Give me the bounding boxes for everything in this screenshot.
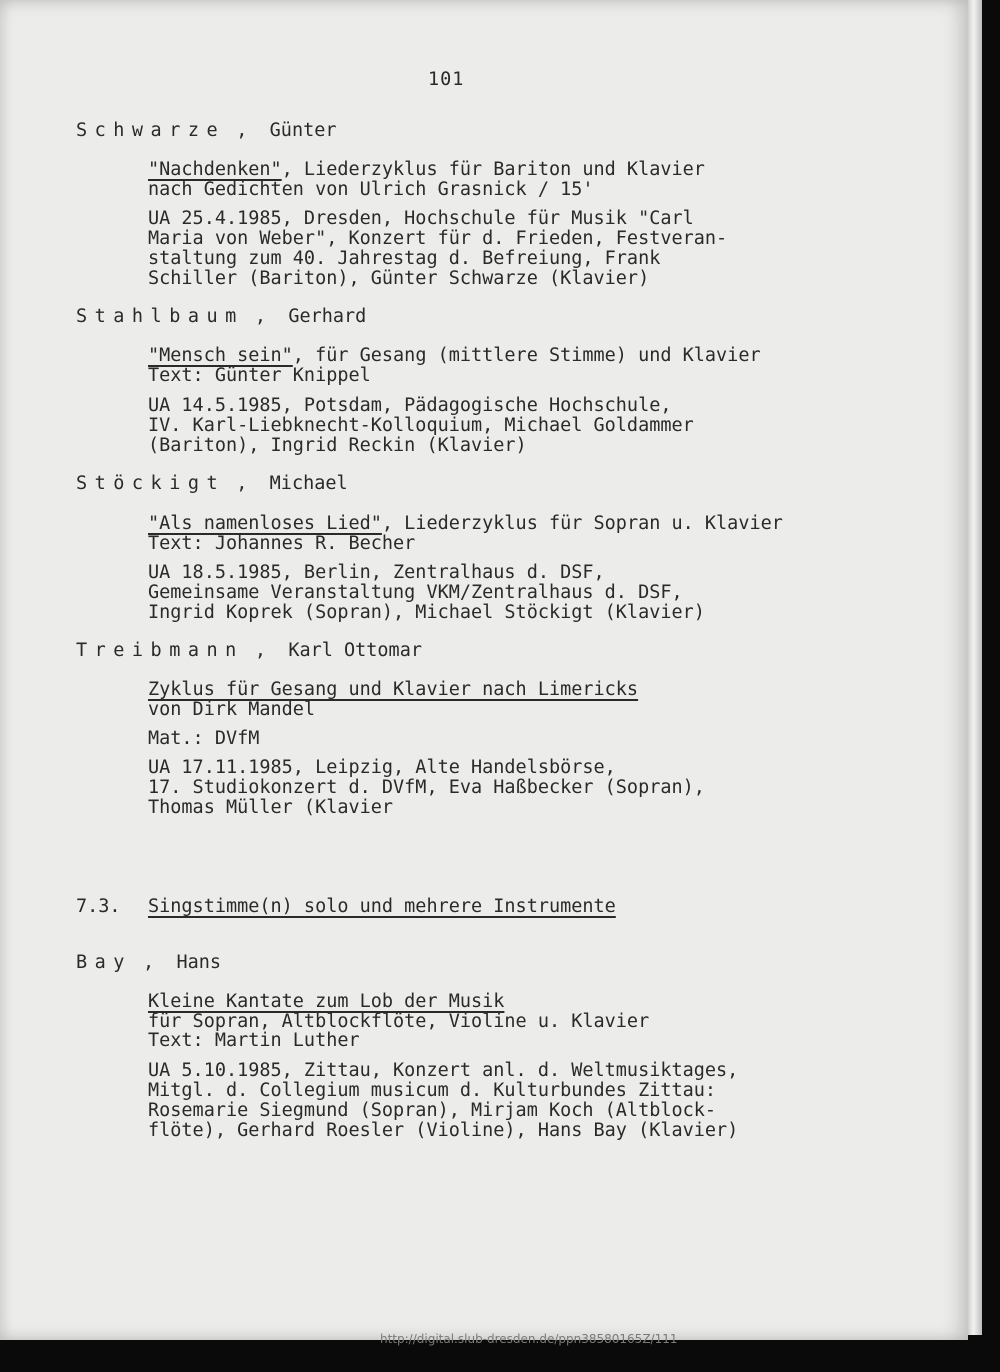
work-subtitle: Text: Günter Knippel bbox=[148, 365, 371, 386]
material-line: Mat.: DVfM bbox=[148, 728, 260, 749]
section-title-line bbox=[148, 897, 616, 917]
work-title-rest: , Liederzyklus für Sopran u. Klavier bbox=[381, 513, 783, 534]
premiere-line: UA 18.5.1985, Berlin, Zentralhaus d. DSF, bbox=[148, 562, 605, 583]
work-text-credit: Text: Martin Luther bbox=[148, 1030, 360, 1051]
section-title: Singstimme(n) solo und mehrere Instrumente bbox=[148, 896, 616, 917]
work-title-line bbox=[148, 514, 783, 534]
premiere-line: Mitgl. d. Collegium musicum d. Kulturbundes Zittau: bbox=[148, 1080, 717, 1101]
work-title: "Nachdenken" bbox=[148, 159, 282, 180]
composer-first-name: Karl Ottomar bbox=[288, 640, 422, 661]
composer-last-name: Bay bbox=[76, 952, 132, 973]
premiere-line: (Bariton), Ingrid Reckin (Klavier) bbox=[148, 435, 527, 456]
premiere-line: Schiller (Bariton), Günter Schwarze (Klavier) bbox=[148, 268, 650, 289]
premiere-line: UA 25.4.1985, Dresden, Hochschule für Musik "Carl bbox=[148, 208, 694, 229]
work-subtitle: von Dirk Mandel bbox=[148, 699, 316, 720]
premiere-line: UA 14.5.1985, Potsdam, Pädagogische Hochschule, bbox=[148, 395, 672, 416]
work-title-line bbox=[148, 680, 638, 700]
composer-first-name: Hans bbox=[176, 952, 222, 973]
composer-last-name: Stahlbaum bbox=[76, 306, 244, 327]
premiere-line: flöte), Gerhard Roesler (Violine), Hans Bay (Klavier) bbox=[148, 1120, 739, 1141]
premiere-line: UA 5.10.1985, Zittau, Konzert anl. d. Weltmusiktages, bbox=[148, 1060, 739, 1081]
work-title: Zyklus für Gesang und Klavier nach Limericks bbox=[148, 679, 639, 700]
section-number: 7.3. bbox=[76, 896, 121, 917]
composer-heading: Treibmann , Karl Ottomar bbox=[76, 640, 422, 661]
premiere-line: Thomas Müller (Klavier bbox=[148, 797, 394, 818]
work-subtitle: nach Gedichten von Ulrich Grasnick / 15' bbox=[148, 179, 594, 200]
page-edge bbox=[968, 0, 982, 1335]
premiere-line: UA 17.11.1985, Leipzig, Alte Handelsbörse, bbox=[148, 757, 616, 778]
composer-heading: Schwarze , Günter bbox=[76, 120, 337, 141]
composer-heading: Bay , Hans bbox=[76, 952, 222, 973]
page-number: 101 bbox=[428, 69, 465, 90]
work-title: "Als namenloses Lied" bbox=[148, 513, 382, 534]
composer-first-name: Michael bbox=[269, 473, 348, 494]
premiere-line: Rosemarie Siegmund (Sopran), Mirjam Koch (Altblock- bbox=[148, 1100, 717, 1121]
work-title: "Mensch sein" bbox=[148, 345, 293, 366]
source-url: http://digital.slub-dresden.de/ppn38580165Z/111 bbox=[380, 1332, 678, 1346]
premiere-line: Maria von Weber", Konzert für d. Frieden, Festveran- bbox=[148, 228, 728, 249]
work-title-rest: , Liederzyklus für Bariton und Klavier bbox=[281, 159, 705, 180]
work-title-rest: , für Gesang (mittlere Stimme) und Klavier bbox=[292, 345, 761, 366]
work-title-line bbox=[148, 346, 761, 366]
work-title-line bbox=[148, 992, 504, 1012]
composer-heading: Stahlbaum , Gerhard bbox=[76, 306, 367, 327]
work-subtitle: für Sopran, Altblockflöte, Violine u. Klavier bbox=[148, 1011, 650, 1032]
composer-last-name: Schwarze bbox=[76, 120, 226, 141]
premiere-line: Gemeinsame Veranstaltung VKM/Zentralhaus d. DSF, bbox=[148, 582, 683, 603]
work-title-line bbox=[148, 160, 705, 180]
premiere-line: 17. Studiokonzert d. DVfM, Eva Haßbecker (Sopran), bbox=[148, 777, 705, 798]
composer-last-name: Treibmann bbox=[76, 640, 244, 661]
composer-first-name: Günter bbox=[269, 120, 337, 141]
work-subtitle: Text: Johannes R. Becher bbox=[148, 533, 416, 554]
premiere-line: Ingrid Koprek (Sopran), Michael Stöckigt (Klavier) bbox=[148, 602, 705, 623]
premiere-line: staltung zum 40. Jahrestag d. Befreiung, Frank bbox=[148, 248, 661, 269]
work-title: Kleine Kantate zum Lob der Musik bbox=[148, 991, 505, 1012]
composer-last-name: Stöckigt bbox=[76, 473, 226, 494]
composer-heading: Stöckigt , Michael bbox=[76, 473, 348, 494]
premiere-line: IV. Karl-Liebknecht-Kolloquium, Michael Goldammer bbox=[148, 415, 694, 436]
composer-first-name: Gerhard bbox=[288, 306, 367, 327]
